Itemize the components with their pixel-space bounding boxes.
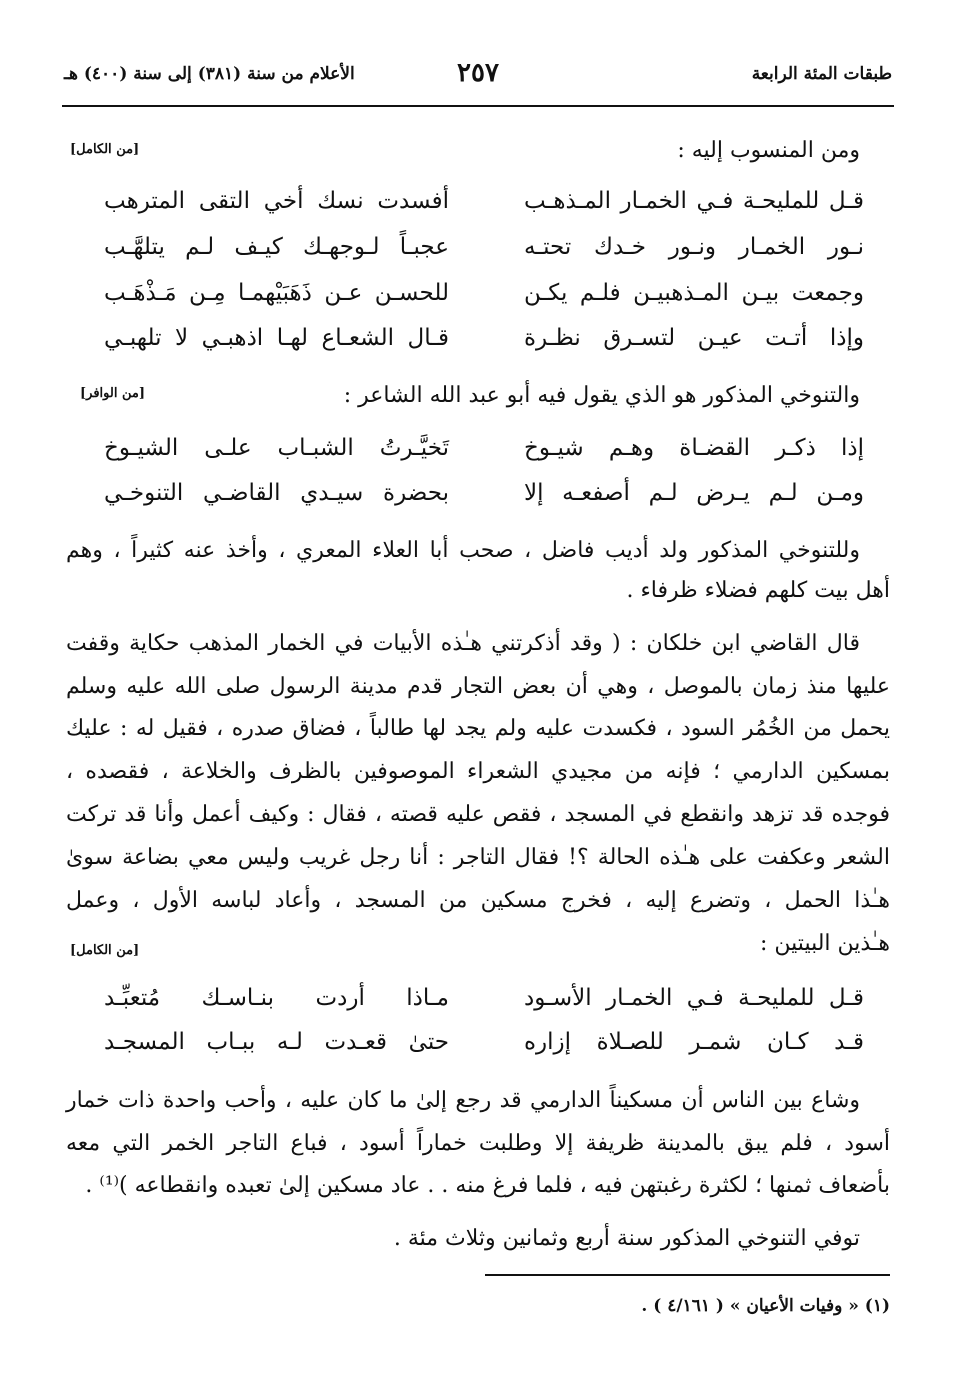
sec2-verse1-second: تَخيَّـرتُ الشبـاب علـى الشيـوخ xyxy=(104,435,449,461)
para1-line1: وللتنوخي المذكور ولد أديب فاضل ، صحب أبا العلاء المعري ، وأخذ عنه كثيراً ، وهم xyxy=(66,538,860,563)
para3-line1: وشاع بين الناس أن مسكيناً الدارمي قد رجع إلىٰ ما كان عليه ، وأحب واحدة ذات خمار xyxy=(66,1088,860,1113)
sec3-verse2-second: حتىٰ قعـدت لـه ببـاب المسجـد xyxy=(104,1029,449,1055)
sec1-verse1-second: أفسدت نسك أخي التقى المترهب xyxy=(104,188,449,214)
running-header-section: طبقات المئة الرابعة xyxy=(751,64,892,84)
sec1-verse4-second: قـال الشعـاع لهـا اذهبـي لا تلهبـي xyxy=(104,325,449,351)
para1-line2: أهل بيت كلهم فضلاء ظرفاء . xyxy=(626,578,890,603)
para3-line3: بأضعاف ثمنها ؛ لكثرة رغبتهن فيه ، فلما فرغ منه . . عاد مسكين إلىٰ تعبده وانقطاعه )⁽¹⁾ . xyxy=(85,1173,890,1198)
para2-line2: عليها منذ زمان بالموصل ، وهي أن بعض التجار قدم مدينة الرسول صلى الله عليه وسلم xyxy=(66,674,890,699)
sec2-verse2-first: ومـن لـم يـرض لـم أصفعـه إلا xyxy=(524,480,864,506)
sec3-meter-label: [من الكامل] xyxy=(70,943,140,958)
sec1-intro: ومن المنسوب إليه : xyxy=(677,138,860,163)
sec1-verse3-second: للحسـن عـن ذَهَبَيْهمـا مِـن مَـذْهَـب xyxy=(104,280,449,306)
sec1-verse2-first: نـور الخمـار ونـور خـدك تحتـه xyxy=(524,234,864,260)
running-header-range: الأعلام من سنة (٣٨١) إلى سنة (٤٠٠) هـ xyxy=(64,64,355,84)
para4-line1: توفي التنوخي المذكور سنة أربع وثمانين وثلاث مئة . xyxy=(393,1226,860,1251)
sec2-meter-label: [من الوافر] xyxy=(80,386,145,401)
sec1-verse2-second: عجبـاً لـوجهـك كيـف لـم يتلهَّـب xyxy=(104,234,449,260)
para2-line6: الشعر وعكفت على هـٰذه الحالة ؟! فقال التاجر : أنا رجل غريب وليس معي بضاعة سوىٰ xyxy=(66,845,890,870)
para2-line5: فوجده قد تزهد وانقطع في المسجد ، فقص عليه قصته ، فقال : وكيف أعمل وأنا قد تركت xyxy=(66,802,890,827)
para2-line8: هـٰذين البيتين : xyxy=(760,931,890,956)
para2-line1: قال القاضي ابن خلكان : ( وقد أذكرتني هـٰذه الأبيات في الخمار المذهب حكاية وقفت xyxy=(66,631,860,656)
header-rule xyxy=(62,105,894,107)
para2-line7: هـٰذا الحمل ، وتضرع إليه ، فخرج مسكين من المسجد ، وأعاد لباسه الأول ، وعمل xyxy=(66,888,890,913)
sec2-verse1-first: إذا ذكـر القضـاة وهـم شيـوخ xyxy=(524,435,864,461)
para3-line2: أسود ، فلم يبق بالمدينة ظريفة إلا وطلبت خماراً أسود ، فباع التاجر الخمر التي معه xyxy=(66,1131,890,1156)
sec1-verse1-first: قـل للمليحـة فـي الخمـار المـذهـب xyxy=(524,188,864,214)
sec3-verse2-first: قـد كـان شمـر للصـلاة إزاره xyxy=(524,1029,864,1055)
sec1-meter-label: [من الكامل] xyxy=(70,142,140,157)
sec3-verse1-first: قـل للمليحـة فـي الخمـار الأسـود xyxy=(524,985,864,1011)
footnote: (١) « وفيات الأعيان » ( ٤/١٦١ ) . xyxy=(641,1296,890,1316)
para2-line4: بمسكين الدارمي ؛ فإنه من مجيدي الشعراء الموصوفين بالظرف والخلاعة ، فقصده ، xyxy=(66,759,890,784)
sec1-verse4-first: وإذا أتـت عيـن لتسـرق نظـرة xyxy=(524,325,864,351)
sec2-intro: والتنوخي المذكور هو الذي يقول فيه أبو عبد الله الشاعر : xyxy=(343,383,860,408)
footnote-rule xyxy=(485,1274,890,1276)
page-number: ٢٥٧ xyxy=(457,58,499,88)
sec2-verse2-second: بحضرة سيـدي القاضـي التنوخـي xyxy=(104,480,449,506)
sec3-verse1-second: مـاذا أردت بنـاسـك مُتعبِّـد xyxy=(104,985,449,1011)
para2-line3: يحمل من الخُمُر السود ، فكسدت عليه ولم يجد لها طالباً ، فضاق صدره ، فقيل له : عليك xyxy=(66,716,890,741)
sec1-verse3-first: وجمعت بيـن المـذهبيـن فلـم يكـن xyxy=(524,280,864,306)
